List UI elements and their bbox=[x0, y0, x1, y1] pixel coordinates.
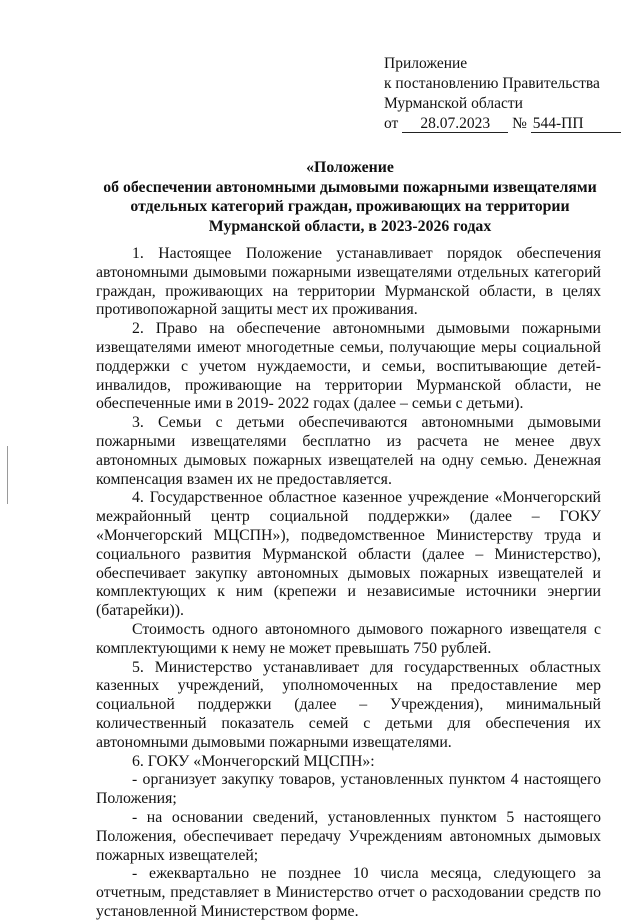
document-title bbox=[60, 158, 640, 236]
appendix-line: к постановлению Правительства bbox=[384, 75, 600, 92]
appendix-date-line bbox=[384, 114, 621, 134]
title-line: «Положение bbox=[306, 159, 394, 176]
appendix-header bbox=[384, 54, 621, 134]
scan-margin-mark bbox=[7, 446, 8, 504]
resolution-date: 28.07.2023 bbox=[402, 116, 508, 133]
paragraph-5: 5. Министерство устанавливает для государственных областных казенных учреждений, уполномоченных на предоставление мер социальной поддержки (далее – Учреждения), минимальный количественный показатель семей с детьми для обеспечения их автономными дымовыми пожарными извещателями. bbox=[96, 658, 601, 751]
paragraph-4-cost: Стоимость одного автономного дымового пожарного извещателя с комплектующими к нему не может превышать 750 рублей. bbox=[96, 620, 601, 657]
appendix-line: Мурманской области bbox=[384, 95, 523, 112]
document-body bbox=[96, 245, 601, 922]
list-item: - организует закупку товаров, установленных пунктом 4 настоящего Положения; bbox=[96, 771, 601, 808]
list-item: - на основании сведений, установленных пунктом 5 настоящего Положения, обеспечивает передачу Учреждениям автономных дымовых пожарных извещателей; bbox=[96, 808, 601, 864]
paragraph-3: 3. Семьи с детьми обеспечиваются автономными дымовыми пожарными извещателями бесплатно из расчета не менее двух автономных дымовых пожарных извещателей на одну семью. Денежная компенсация взамен их не предоставляется. bbox=[96, 414, 601, 488]
title-line: отдельных категорий граждан, проживающих на территории bbox=[130, 198, 570, 215]
paragraph-1: 1. Настоящее Положение устанавливает порядок обеспечения автономными дымовыми пожарными извещателями отдельных категорий граждан, проживающих на территории Мурманской области, в целях противопожарной защиты мест их проживания. bbox=[96, 245, 601, 319]
title-line: Мурманской области, в 2023-2026 годах bbox=[208, 217, 492, 235]
number-prefix: № bbox=[512, 115, 527, 132]
appendix-line: Приложение bbox=[384, 55, 468, 72]
resolution-number: 544-ПП bbox=[531, 116, 621, 133]
date-prefix: от bbox=[384, 115, 399, 132]
title-line: об обеспечении автономными дымовыми пожарными извещателями bbox=[103, 178, 597, 196]
list-item: - ежеквартально не позднее 10 числа месяца, следующего за отчетным, представляет в Министерство отчет о расходовании средств по установленной Министерством форме. bbox=[96, 865, 601, 920]
paragraph-6-heading: 6. ГОКУ «Мончегорский МЦСПН»: bbox=[132, 752, 375, 770]
paragraph-2: 2. Право на обеспечение автономными дымовыми пожарными извещателями имеют многодетные семьи, получающие меры социальной поддержки с учетом нуждаемости, и семьи, воспитывающие детей-инвалидов, проживающие на территории Мурманской области, не обеспеченные ими в 2019- 2022 годах (далее – семьи с детьми). bbox=[96, 320, 601, 413]
paragraph-4: 4. Государственное областное казенное учреждение «Мончегорский межрайонный центр социальной поддержки» (далее – ГОКУ «Мончегорский МЦСПН»), подведомственное Министерству труда и социального развития Мурманской области (далее – Министерство), обеспечивает закупку автономных дымовых пожарных извещателей и комплектующих к ним (крепежи и независимые источники энергии (батарейки)). bbox=[96, 489, 601, 620]
